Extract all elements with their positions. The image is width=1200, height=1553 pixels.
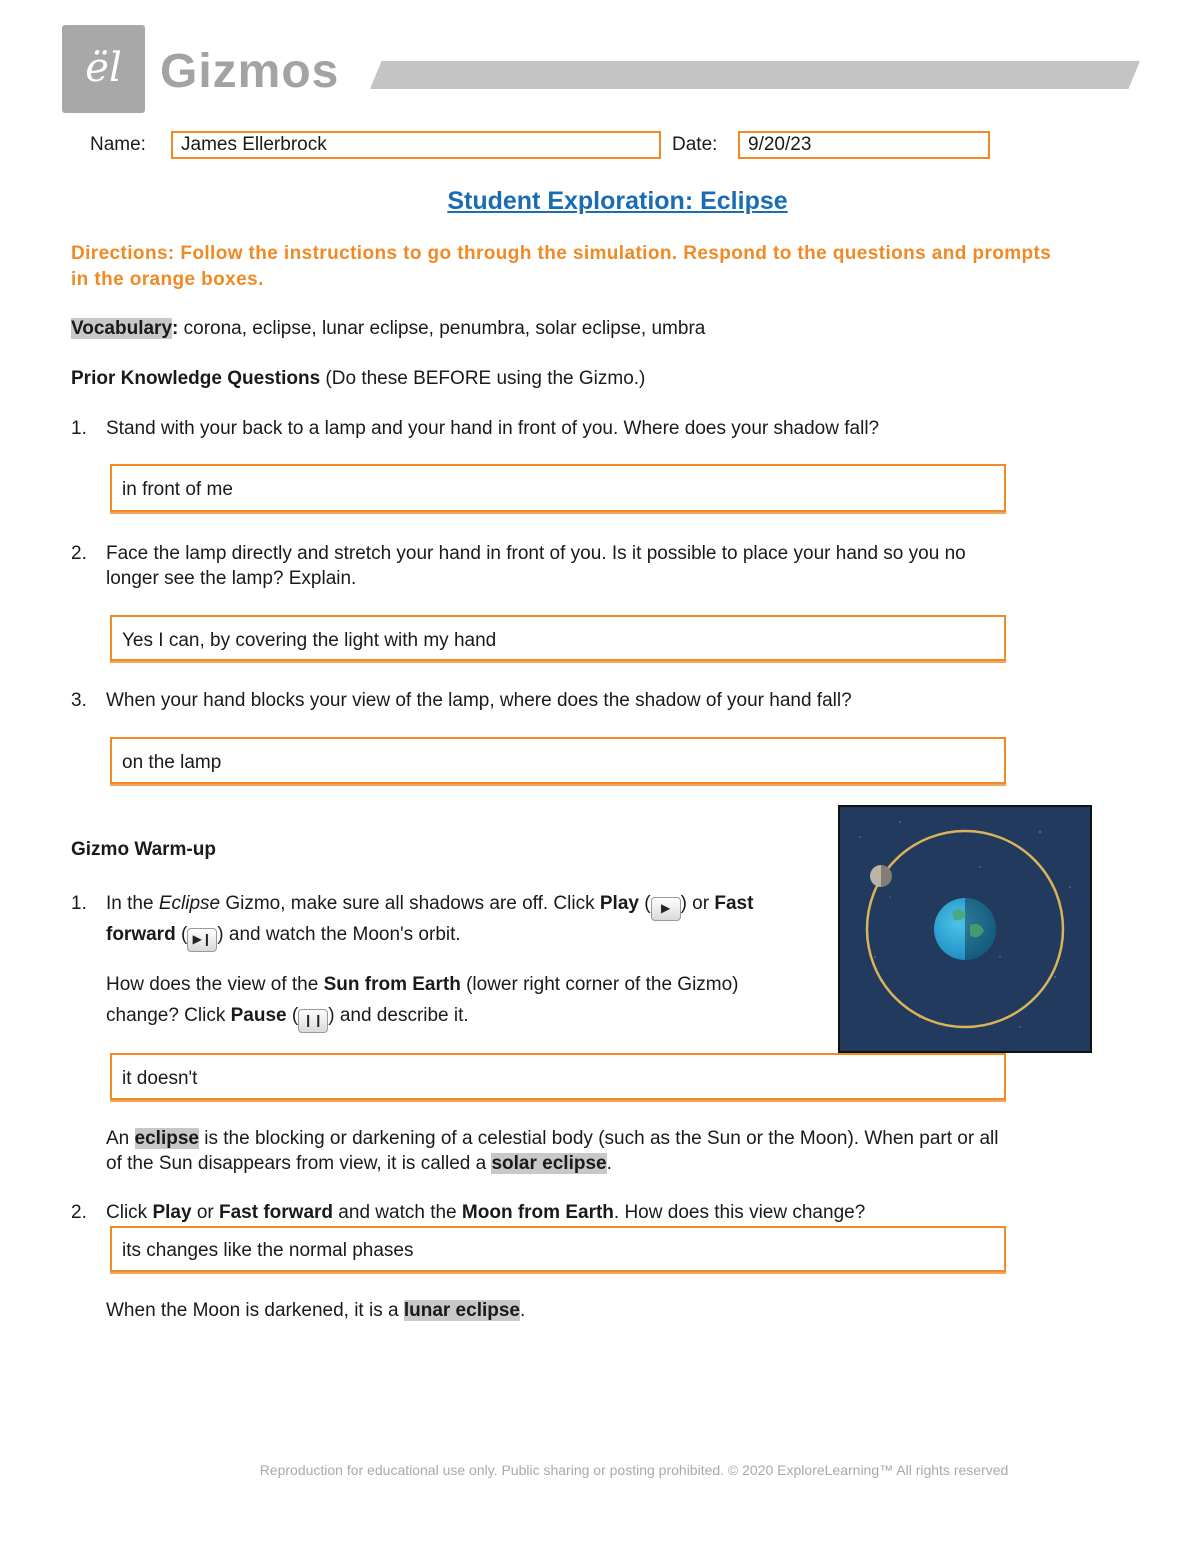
gizmo-name: Eclipse xyxy=(158,893,221,914)
vocabulary-colon: : xyxy=(172,318,179,339)
warmup-q1-number: 1. xyxy=(71,893,87,914)
warmup-q2-d: . How does this view change? xyxy=(613,1202,866,1223)
q2-fast-forward-term: Fast forward xyxy=(219,1202,334,1223)
name-field[interactable]: James Ellerbrock xyxy=(171,131,661,159)
warmup-q2-answer-box[interactable]: its changes like the normal phases xyxy=(110,1226,1006,1272)
eclipse-def-a: An xyxy=(106,1128,135,1149)
solar-eclipse-term: solar eclipse xyxy=(491,1153,607,1174)
prior-q3-number: 3. xyxy=(71,690,87,711)
warmup-q2-a: Click xyxy=(106,1202,153,1223)
warmup-q2-c: and watch the xyxy=(333,1202,462,1223)
forward-term: forward xyxy=(106,924,176,945)
vocabulary-terms: corona, eclipse, lunar eclipse, penumbra, solar eclipse, umbra xyxy=(178,318,706,339)
explorelearning-el-logo-icon: ël xyxy=(85,45,122,91)
lunar-eclipse-term: lunar eclipse xyxy=(403,1300,520,1321)
play-term: Play xyxy=(599,893,639,914)
vocabulary-line xyxy=(71,316,705,341)
warmup-q2-b: or xyxy=(191,1202,219,1223)
warmup-q1-p3-c: ) and describe it. xyxy=(328,1005,469,1026)
eclipse-def-c: of the Sun disappears from view, it is called a xyxy=(106,1153,492,1174)
warmup-q1-text-e: ( xyxy=(175,924,188,945)
prior-q2-text-line1: Face the lamp directly and stretch your hand in front of you. Is it possible to place your hand so you no xyxy=(106,543,966,564)
warmup-q1-text-a: In the xyxy=(106,893,159,914)
warmup-q1-line1 xyxy=(106,891,846,921)
warmup-q1-text-b: Gizmo, make sure all shadows are off. Click xyxy=(220,893,600,914)
eclipse-def-d: . xyxy=(606,1153,612,1174)
sun-from-earth-term: Sun from Earth xyxy=(323,974,461,995)
name-label: Name: xyxy=(90,134,146,155)
warmup-q2-text xyxy=(106,1200,1116,1225)
orbit-illustration xyxy=(840,807,1090,1051)
moon-from-earth-term: Moon from Earth xyxy=(461,1202,614,1223)
pause-icon: ❙❙ xyxy=(298,1009,328,1033)
prior-q2-number: 2. xyxy=(71,543,87,564)
vocabulary-label: Vocabulary xyxy=(71,318,173,339)
warmup-q1-line4 xyxy=(106,1003,836,1033)
eclipse-definition-line2 xyxy=(106,1151,1116,1176)
pause-term: Pause xyxy=(230,1005,287,1026)
footer-copyright: Reproduction for educational use only. Public sharing or posting prohibited. © 2020 ExploreLearning™ All rights reserved xyxy=(259,1462,1009,1478)
warmup-q2-number: 2. xyxy=(71,1202,87,1223)
lunar-def-b: . xyxy=(520,1300,526,1321)
prior-q1-answer-box[interactable]: in front of me xyxy=(110,464,1006,512)
brand-name: Gizmos xyxy=(160,45,340,98)
prior-q2-answer-box[interactable]: Yes I can, by covering the light with my hand xyxy=(110,615,1006,661)
warmup-q1-line3 xyxy=(106,972,836,997)
warmup-q1-text-f: ) and watch the Moon's orbit. xyxy=(217,924,461,945)
warmup-q1-p2-a: How does the view of the xyxy=(106,974,324,995)
prior-knowledge-heading xyxy=(71,366,645,391)
fast-term: Fast xyxy=(714,893,754,914)
prior-heading-note: (Do these BEFORE using the Gizmo.) xyxy=(320,368,646,389)
header-bar xyxy=(370,61,1140,89)
date-label: Date: xyxy=(672,134,718,155)
play-icon: ▶ xyxy=(651,897,681,921)
lunar-eclipse-definition xyxy=(106,1298,1116,1323)
prior-q3-answer-box[interactable]: on the lamp xyxy=(110,737,1006,784)
warmup-heading: Gizmo Warm-up xyxy=(71,839,216,860)
prior-q1-number: 1. xyxy=(71,418,87,439)
warmup-q1-answer-box[interactable]: it doesn't xyxy=(110,1053,1006,1100)
warmup-q1-p2-b: (lower right corner of the Gizmo) xyxy=(460,974,739,995)
warmup-q1-text-c: ( xyxy=(638,893,651,914)
prior-q1-text: Stand with your back to a lamp and your hand in front of you. Where does your shadow fall? xyxy=(106,418,880,439)
directions: Directions: Follow the instructions to go through the simulation. Respond to the questions and prompts in the orange boxes. xyxy=(71,243,1052,290)
date-field[interactable]: 9/20/23 xyxy=(738,131,990,159)
warmup-q1-p3-b: ( xyxy=(286,1005,299,1026)
warmup-q1-p3-a: change? Click xyxy=(106,1005,231,1026)
lunar-def-a: When the Moon is darkened, it is a xyxy=(106,1300,404,1321)
page-title: Student Exploration: Eclipse xyxy=(447,187,788,215)
fast-forward-icon: ▶❙ xyxy=(187,928,217,952)
eclipse-term: eclipse xyxy=(134,1128,199,1149)
eclipse-definition-line1 xyxy=(106,1126,1136,1151)
prior-q3-text: When your hand blocks your view of the lamp, where does the shadow of your hand fall? xyxy=(106,690,852,711)
prior-heading-text: Prior Knowledge Questions xyxy=(71,368,321,389)
prior-q2-text-line2: longer see the lamp? Explain. xyxy=(106,568,357,589)
eclipse-def-b: is the blocking or darkening of a celestial body (such as the Sun or the Moon). When part or all xyxy=(198,1128,999,1149)
q2-play-term: Play xyxy=(152,1202,192,1223)
gizmo-orbit-image xyxy=(838,805,1092,1053)
warmup-q1-text-d: ) or xyxy=(680,893,715,914)
